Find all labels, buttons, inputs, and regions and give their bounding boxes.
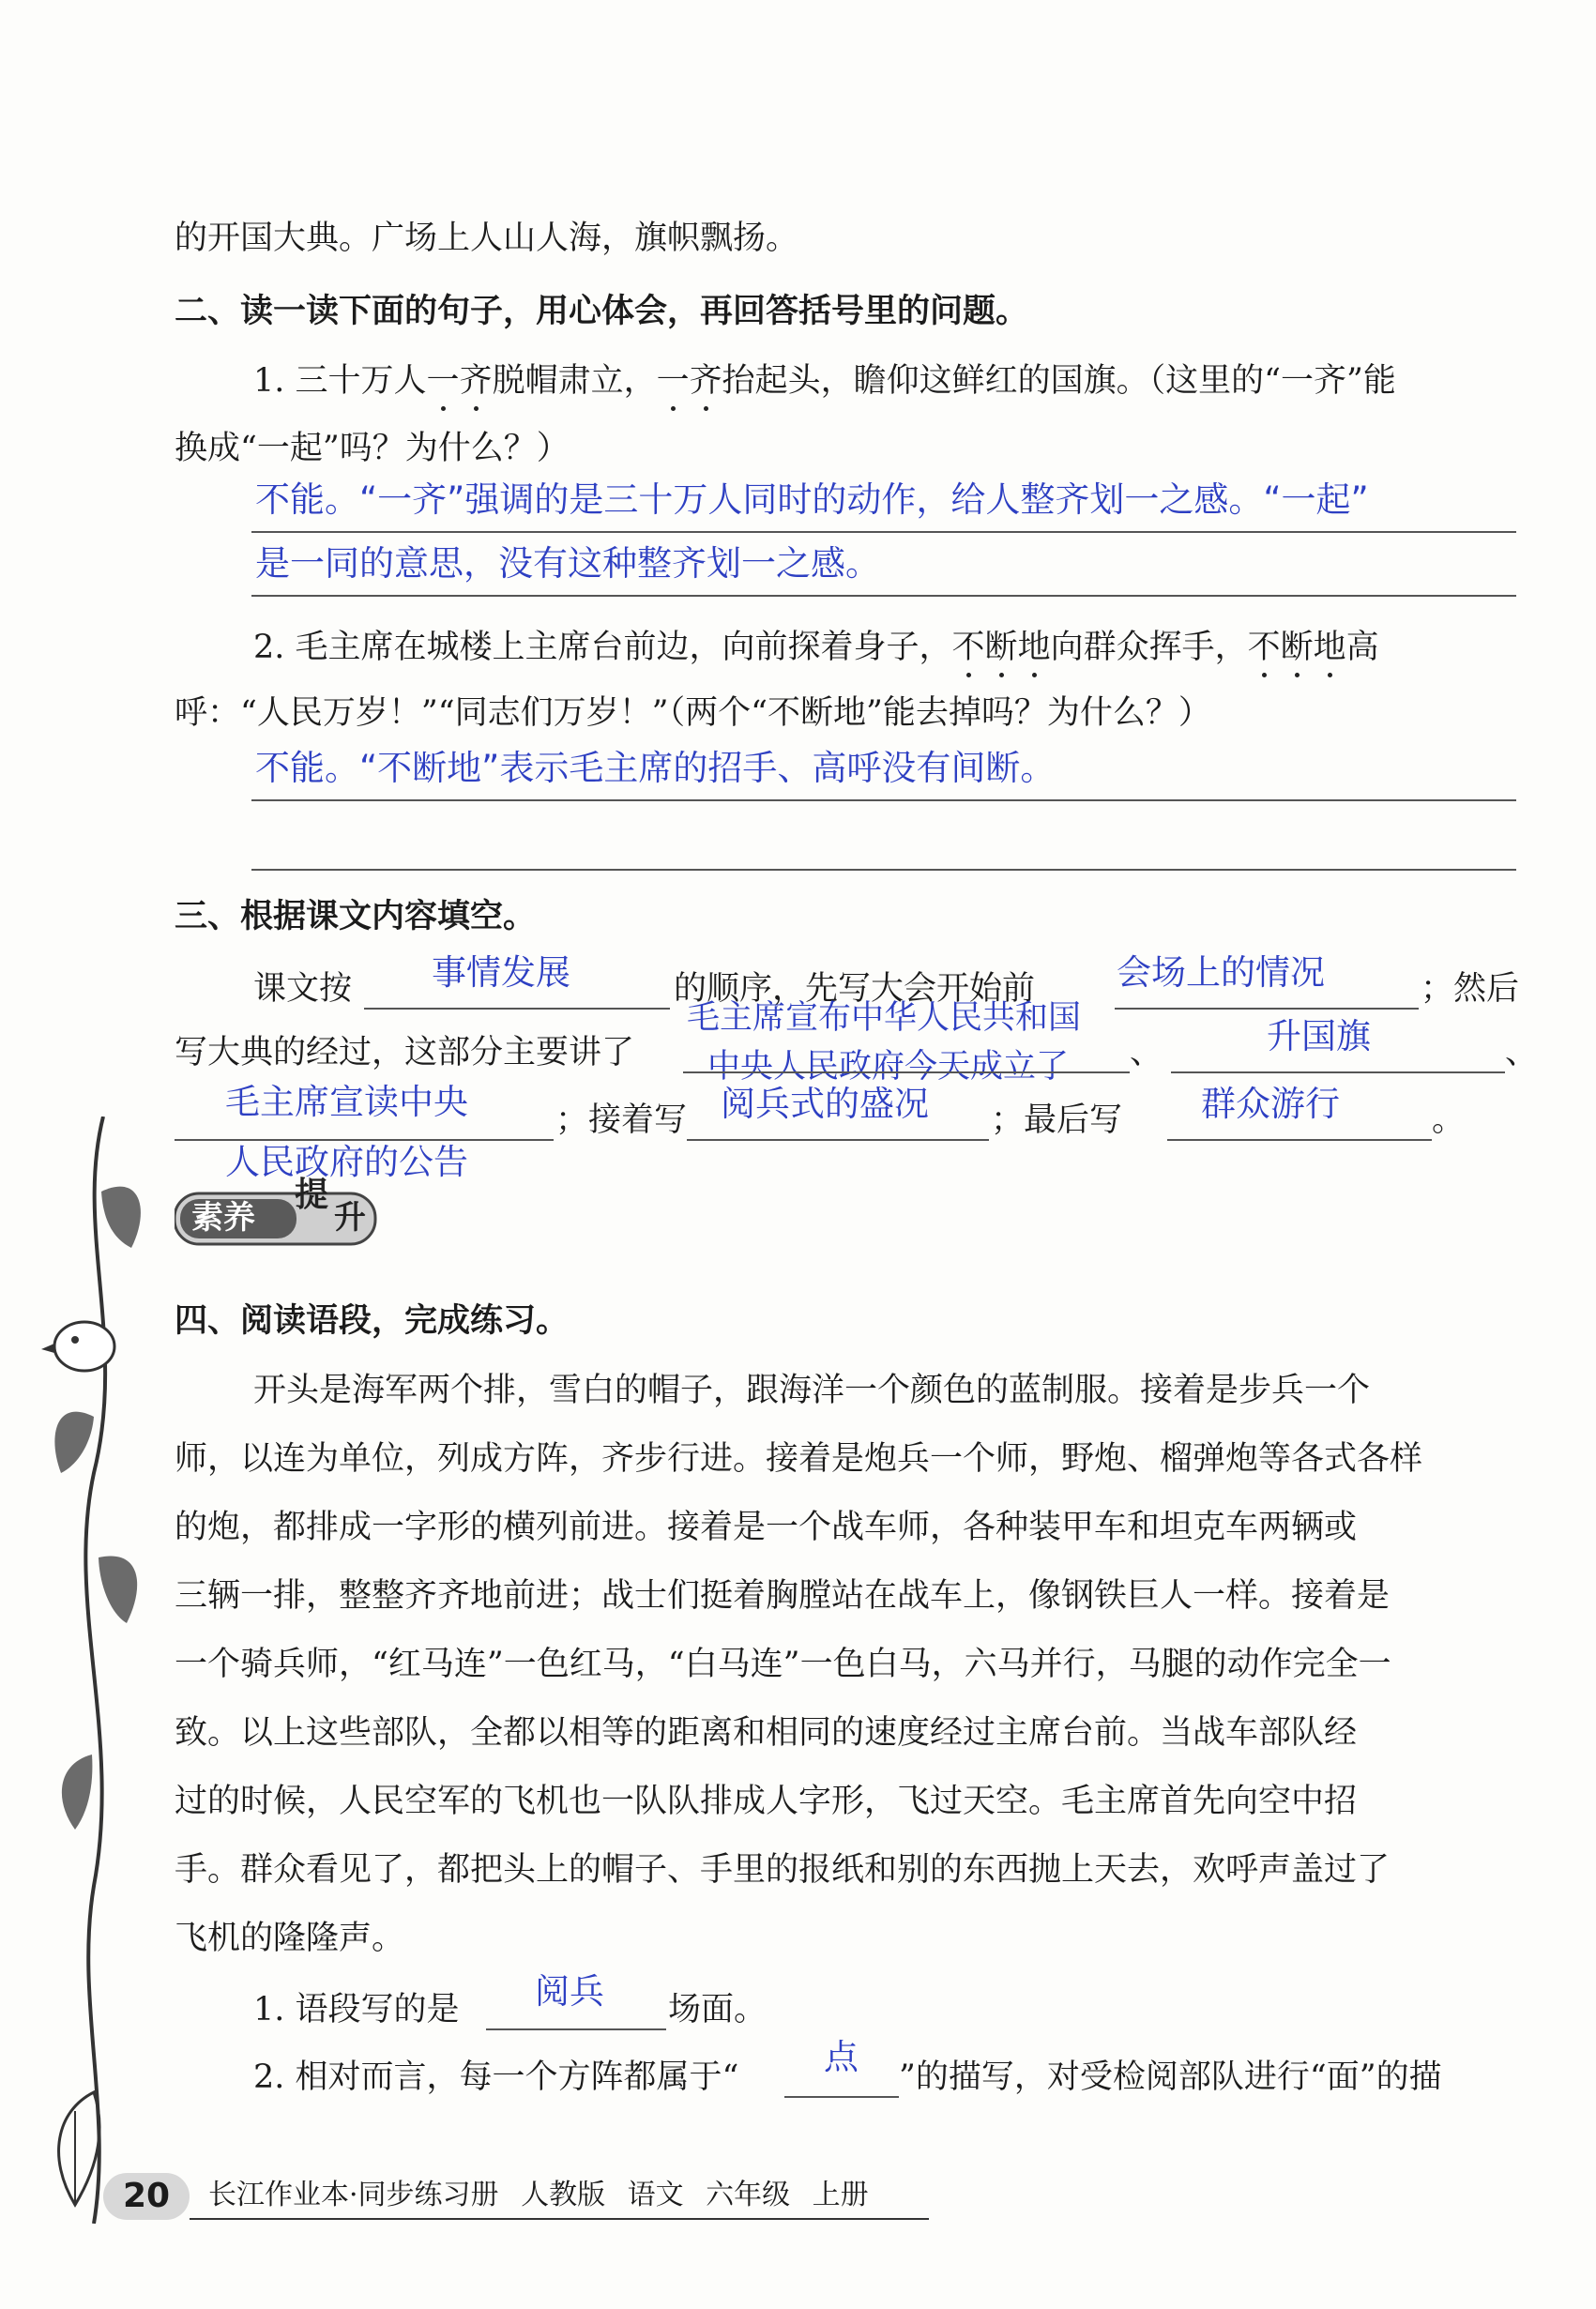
- fill-line1-a: 课文按: [253, 970, 353, 1008]
- fill-line3-b: ；最后写: [991, 1101, 1123, 1139]
- badge-sub-label-2: 升: [334, 1199, 366, 1237]
- fill-line2-c: 、: [1505, 1034, 1539, 1071]
- fill-line3-c: 。: [1432, 1101, 1466, 1139]
- passage-line: 的炮，都排成一字形的横列前进。接着是一个战车师，各种装甲车和坦克车两辆或: [175, 1509, 1358, 1546]
- emphasis-char: 不: [1247, 629, 1281, 666]
- page-footer: [103, 2173, 929, 2220]
- footer-rule: [190, 2218, 929, 2220]
- blank-announce-line2[interactable]: 中央人民政府今天成立了: [707, 1048, 1070, 1086]
- book-title: 长江作业本·同步练习册 人教版 语文 六年级 上册: [208, 2179, 869, 2211]
- emphasis-char: 齐: [689, 362, 722, 400]
- answer-one-line2[interactable]: 是一同的意思，没有这种整齐划一之感。: [255, 543, 880, 584]
- answer-line: [251, 799, 1516, 801]
- blank-line: [486, 2028, 666, 2030]
- emphasis-char: 地: [1313, 629, 1346, 666]
- emphasis-char: 不: [951, 629, 985, 666]
- emphasis-yiqi-2: [657, 362, 722, 400]
- badge-sub-label-1: 提: [295, 1176, 329, 1214]
- answer-line: [251, 531, 1516, 533]
- blank-proclaim-line2[interactable]: 人民政府的公告: [225, 1142, 468, 1182]
- blank-scene[interactable]: 阅兵: [535, 1971, 604, 2012]
- blank-order[interactable]: 事情发展: [432, 952, 570, 993]
- blank-line: [1167, 1139, 1432, 1141]
- passage-line: 手。群众看见了，都把头上的帽子、手里的报纸和别的东西抛上天去，欢呼声盖过了: [175, 1851, 1391, 1889]
- emphasis-char: 地: [1017, 629, 1051, 666]
- blank-proclaim-line1[interactable]: 毛主席宣读中央: [225, 1082, 468, 1122]
- answer-line: [251, 869, 1516, 871]
- emphasis-char: 一: [426, 362, 460, 400]
- blank-line: [364, 1008, 670, 1010]
- passage-line: 三辆一排，整整齐齐地前进；战士们挺着胸膛站在战车上，像钢铁巨人一样。接着是: [175, 1577, 1391, 1615]
- question-two-line2: 呼：“人民万岁！”“同志们万岁！”（两个“不断地”能去掉吗？为什么？）: [175, 694, 1211, 732]
- badge-main-label: 素养: [191, 1199, 255, 1237]
- answer-line: [251, 595, 1516, 597]
- exercise-one-b: 场面。: [668, 1991, 768, 2028]
- blank-line: [1171, 1071, 1505, 1073]
- emphasis-buduande-2: [1248, 629, 1346, 666]
- exercise-two-a: 2. 相对而言，每一个方阵都属于“: [253, 2058, 739, 2096]
- answer-two[interactable]: 不能。“不断地”表示毛主席的招手、高呼没有间断。: [255, 748, 1056, 788]
- section-two-heading: 二、读一读下面的句子，用心体会，再回答括号里的问题。: [175, 293, 1029, 330]
- blank-line: [784, 2096, 899, 2098]
- blank-point[interactable]: 点: [824, 2037, 859, 2077]
- fill-line2-a: 写大典的经过，这部分主要讲了: [175, 1034, 635, 1071]
- question-one: 1. 三十万人一齐脱帽肃立，一齐抬起头，瞻仰这鲜红的国旗。（这里的“一齐”能: [253, 362, 1396, 400]
- question-one-line2: 换成“一起”吗？为什么？）: [175, 430, 570, 467]
- fill-line2-b: 、: [1130, 1034, 1163, 1071]
- emphasis-buduande-1: [952, 629, 1051, 666]
- blank-line: [683, 1071, 1130, 1073]
- emphasis-char: 一: [656, 362, 690, 400]
- literacy-badge: [175, 1176, 388, 1250]
- blank-flag[interactable]: 升国旗: [1267, 1016, 1371, 1056]
- blank-line: [687, 1139, 989, 1141]
- emphasis-char: 断: [984, 629, 1018, 666]
- section-four-heading: 四、阅读语段，完成练习。: [175, 1302, 570, 1340]
- blank-line: [1115, 1008, 1419, 1010]
- section-three-heading: 三、根据课文内容填空。: [175, 898, 537, 935]
- answer-one-line1[interactable]: 不能。“一齐”强调的是三十万人同时的动作，给人整齐划一之感。“一起”: [255, 479, 1369, 520]
- exercise-two-b: ”的描写，对受检阅部队进行“面”的描: [899, 2058, 1442, 2096]
- blank-announce-line1[interactable]: 毛主席宣布中华人民共和国: [687, 999, 1082, 1037]
- passage-line: 致。以上这些部队，全都以相等的距离和相同的速度经过主席台前。当战车部队经: [175, 1714, 1358, 1752]
- passage-line: 飞机的隆隆声。: [175, 1920, 405, 1957]
- passage-line: 师，以连为单位，列成方阵，齐步行进。接着是炮兵一个师，野炮、榴弹炮等各式各样: [175, 1440, 1423, 1478]
- passage-line: 过的时候，人民空军的飞机也一队队排成人字形，飞过天空。毛主席首先向空中招: [175, 1783, 1358, 1820]
- intro-line: 的开国大典。广场上人山人海，旗帜飘扬。: [175, 220, 799, 257]
- question-two: 2. 毛主席在城楼上主席台前边，向前探着身子，不断地向群众挥手，不断地高: [253, 629, 1379, 666]
- blank-before-meeting[interactable]: 会场上的情况: [1117, 952, 1325, 993]
- emphasis-char: 齐: [459, 362, 493, 400]
- passage-line: 开头是海军两个排，雪白的帽子，跟海洋一个颜色的蓝制服。接着是步兵一个: [253, 1372, 1371, 1409]
- fill-line1-c: ；然后: [1421, 970, 1520, 1008]
- fill-line3-a: ；接着写: [555, 1101, 688, 1139]
- passage-line: 一个骑兵师，“红马连”一色红马，“白马连”一色白马，六马并行，马腿的动作完全一: [175, 1646, 1391, 1683]
- emphasis-yiqi-1: [427, 362, 493, 400]
- emphasis-char: 断: [1280, 629, 1314, 666]
- page-number: 20: [103, 2173, 190, 2220]
- fill-line1-b: 的顺序，先写大会开始前: [674, 970, 1036, 1008]
- exercise-one-a: 1. 语段写的是: [253, 1991, 460, 2028]
- vine-decoration: [38, 1117, 150, 2224]
- blank-march[interactable]: 群众游行: [1201, 1084, 1340, 1124]
- blank-parade[interactable]: 阅兵式的盛况: [721, 1084, 929, 1124]
